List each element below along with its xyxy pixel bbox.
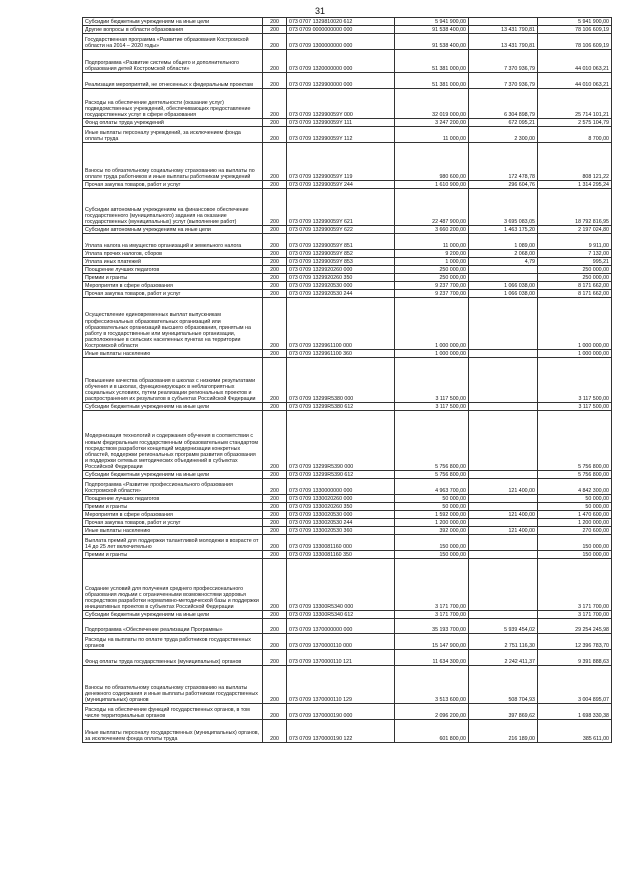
- row-classification-code: 073 0709 1300000000 000: [287, 34, 395, 50]
- row-executed-amount: [469, 298, 538, 350]
- row-approved-amount: 91 538 400,00: [395, 26, 469, 34]
- row-unit-code: 200: [263, 619, 287, 634]
- row-approved-amount: 4 963 700,00: [395, 479, 469, 495]
- row-unit-code: 200: [263, 181, 287, 189]
- row-name: Прочая закупка товаров, работ и услуг: [83, 290, 263, 298]
- row-name: Осуществление единовременных выплат выпускникам профессиональных образовательных организаций или образовательных организаций высшего образования, принятым на работу в государственные или муниципальные организации, расположенные в сельских населенных пунктах на территории Костромской области: [83, 298, 263, 350]
- row-approved-amount: 11 000,00: [395, 234, 469, 250]
- row-executed-amount: 13 431 790,81: [469, 26, 538, 34]
- table-row: [83, 143, 612, 181]
- row-approved-amount: 5 756 800,00: [395, 471, 469, 479]
- row-classification-code: 073 0709 132990059Y 112: [287, 127, 395, 143]
- row-executed-amount: 121 400,00: [469, 527, 538, 535]
- row-approved-amount: 150 000,00: [395, 551, 469, 559]
- table-row: [83, 282, 612, 290]
- row-unit-code: 200: [263, 411, 287, 471]
- row-classification-code: 073 0709 132990059Y 621: [287, 189, 395, 226]
- row-executed-amount: [469, 519, 538, 527]
- row-approved-amount: 1 000,00: [395, 258, 469, 266]
- table-row: [83, 350, 612, 358]
- row-executed-amount: 2 751 116,30: [469, 634, 538, 650]
- row-classification-code: 073 0709 132990059Y 853: [287, 258, 395, 266]
- row-unexecuted-amount: 5 941 900,00: [538, 18, 612, 26]
- row-name: Повышение качества образования в школах с низкими результатами обучения и в школах, функционирующих в неблагоприятных социальных условиях, путем реализации региональных проектов и распространения их результатов в субъектах Российской Федерации: [83, 358, 263, 403]
- row-approved-amount: 1 000 000,00: [395, 298, 469, 350]
- row-unit-code: 200: [263, 250, 287, 258]
- table-body: [83, 18, 612, 743]
- table-row: [83, 258, 612, 266]
- row-unexecuted-amount: 150 000,00: [538, 535, 612, 551]
- row-classification-code: 073 0709 1329920530 000: [287, 282, 395, 290]
- row-name: Уплата прочих налогов, сборов: [83, 250, 263, 258]
- row-executed-amount: [469, 411, 538, 471]
- row-name: Субсидии автономным учреждениям на финансовое обеспечение государственного (муниципального) задания на оказание государственных (муниципальных) услуг (выполнение работ): [83, 189, 263, 226]
- row-approved-amount: 3 171 700,00: [395, 559, 469, 611]
- row-name: Иные выплаты персоналу учреждений, за исключением фонда оплаты труда: [83, 127, 263, 143]
- row-unit-code: 200: [263, 89, 287, 119]
- table-row: [83, 226, 612, 234]
- row-classification-code: 073 0709 132990059Y 851: [287, 234, 395, 250]
- row-name: Другие вопросы в области образования: [83, 26, 263, 34]
- row-executed-amount: [469, 358, 538, 403]
- row-unexecuted-amount: 250 000,00: [538, 274, 612, 282]
- row-unit-code: 200: [263, 551, 287, 559]
- table-row: [83, 411, 612, 471]
- row-unit-code: 200: [263, 403, 287, 411]
- row-classification-code: 073 0709 1370000110 000: [287, 634, 395, 650]
- row-name: Подпрограмма «Развитие профессионального образования Костромской области»: [83, 479, 263, 495]
- row-executed-amount: 2 242 411,37: [469, 650, 538, 666]
- row-classification-code: 073 0709 132990059Y 119: [287, 143, 395, 181]
- row-name: Субсидии бюджетным учреждениям на иные цели: [83, 471, 263, 479]
- row-classification-code: 073 0709 1370000190 122: [287, 720, 395, 743]
- table-row: [83, 26, 612, 34]
- row-executed-amount: [469, 18, 538, 26]
- row-unexecuted-amount: 1 314 295,24: [538, 181, 612, 189]
- row-name: Иные выплаты персоналу государственных (муниципальных) органов, за исключением фонда оплаты труда: [83, 720, 263, 743]
- row-name: Выплата премий для поддержки талантливой молодежи в возрасте от 14 до 25 лет включительно: [83, 535, 263, 551]
- row-name: Подпрограмма «Обеспечение реализации Программы»: [83, 619, 263, 634]
- row-approved-amount: 1 592 000,00: [395, 511, 469, 519]
- row-name: Премии и гранты: [83, 503, 263, 511]
- row-approved-amount: 150 000,00: [395, 535, 469, 551]
- row-classification-code: 073 0709 13300R5340 000: [287, 559, 395, 611]
- row-executed-amount: [469, 559, 538, 611]
- row-unexecuted-amount: 3 171 700,00: [538, 611, 612, 619]
- table-row: [83, 559, 612, 611]
- row-executed-amount: 172 478,78: [469, 143, 538, 181]
- table-row: [83, 551, 612, 559]
- row-approved-amount: 601 800,00: [395, 720, 469, 743]
- table-row: [83, 535, 612, 551]
- row-approved-amount: 250 000,00: [395, 266, 469, 274]
- row-classification-code: 073 0709 1330020260 350: [287, 503, 395, 511]
- row-unit-code: 200: [263, 535, 287, 551]
- row-unit-code: 200: [263, 503, 287, 511]
- row-unexecuted-amount: 9 391 888,63: [538, 650, 612, 666]
- row-unexecuted-amount: 250 000,00: [538, 266, 612, 274]
- row-executed-amount: 672 095,21: [469, 119, 538, 127]
- row-classification-code: 073 0709 13300R5340 612: [287, 611, 395, 619]
- table-row: [83, 181, 612, 189]
- row-approved-amount: 3 247 200,00: [395, 119, 469, 127]
- row-classification-code: 073 0709 13299R5380 612: [287, 403, 395, 411]
- table-row: [83, 666, 612, 704]
- row-unit-code: 200: [263, 226, 287, 234]
- table-row: [83, 527, 612, 535]
- table-row: [83, 119, 612, 127]
- row-unit-code: 200: [263, 479, 287, 495]
- row-name: Реализация мероприятий, не отнесенных к федеральным проектам: [83, 73, 263, 89]
- row-approved-amount: 15 147 900,00: [395, 634, 469, 650]
- row-approved-amount: 11 000,00: [395, 127, 469, 143]
- table-row: [83, 503, 612, 511]
- row-executed-amount: [469, 471, 538, 479]
- row-name: Мероприятия в сфере образования: [83, 511, 263, 519]
- row-executed-amount: 216 189,00: [469, 720, 538, 743]
- row-executed-amount: [469, 274, 538, 282]
- table-row: [83, 358, 612, 403]
- row-executed-amount: [469, 503, 538, 511]
- row-name: Поощрение лучших педагогов: [83, 495, 263, 503]
- row-unit-code: 200: [263, 26, 287, 34]
- row-classification-code: 073 0709 1330020260 000: [287, 495, 395, 503]
- row-classification-code: 073 0709 13299R5390 000: [287, 411, 395, 471]
- row-unit-code: 200: [263, 34, 287, 50]
- row-classification-code: 073 0709 1370000000 000: [287, 619, 395, 634]
- row-executed-amount: [469, 551, 538, 559]
- row-classification-code: 073 0709 1330020530 360: [287, 527, 395, 535]
- row-approved-amount: 2 096 200,00: [395, 704, 469, 720]
- row-unexecuted-amount: 44 010 063,21: [538, 73, 612, 89]
- row-unexecuted-amount: 1 000 000,00: [538, 298, 612, 350]
- row-unexecuted-amount: 3 117 500,00: [538, 358, 612, 403]
- row-name: Субсидии бюджетным учреждениям на иные цели: [83, 403, 263, 411]
- row-classification-code: 073 0709 132990059Y 111: [287, 119, 395, 127]
- row-unexecuted-amount: 995,21: [538, 258, 612, 266]
- row-unit-code: 200: [263, 298, 287, 350]
- row-name: Расходы на обеспечение деятельности (оказание услуг) подведомственных учреждений, обеспечивающих предоставление государственных услуг в сфере образования: [83, 89, 263, 119]
- row-unit-code: 200: [263, 519, 287, 527]
- row-unexecuted-amount: 150 000,00: [538, 551, 612, 559]
- row-executed-amount: 1 089,00: [469, 234, 538, 250]
- row-unit-code: 200: [263, 704, 287, 720]
- row-executed-amount: 7 370 936,79: [469, 50, 538, 73]
- row-unexecuted-amount: 4 842 300,00: [538, 479, 612, 495]
- row-unexecuted-amount: 18 792 816,95: [538, 189, 612, 226]
- row-unexecuted-amount: 78 106 609,19: [538, 34, 612, 50]
- table-row: [83, 619, 612, 634]
- row-unit-code: 200: [263, 18, 287, 26]
- row-classification-code: 073 0707 1329810020 612: [287, 18, 395, 26]
- row-executed-amount: 1 463 175,20: [469, 226, 538, 234]
- row-unexecuted-amount: 78 106 609,19: [538, 26, 612, 34]
- row-classification-code: 073 0709 1329961100 000: [287, 298, 395, 350]
- row-name: Взносы по обязательному социальному страхованию на выплаты денежного содержания и иные выплаты работникам государственных (муниципальных) органов: [83, 666, 263, 704]
- row-name: Субсидии бюджетным учреждениям на иные цели: [83, 611, 263, 619]
- row-classification-code: 073 0709 13299R5380 000: [287, 358, 395, 403]
- row-classification-code: 073 0709 132990059Y 622: [287, 226, 395, 234]
- row-unit-code: 200: [263, 258, 287, 266]
- row-unit-code: 200: [263, 559, 287, 611]
- row-approved-amount: 50 000,00: [395, 503, 469, 511]
- row-unexecuted-amount: 5 756 800,00: [538, 411, 612, 471]
- row-classification-code: 073 0709 13299R5390 612: [287, 471, 395, 479]
- row-approved-amount: 35 193 700,00: [395, 619, 469, 634]
- row-unexecuted-amount: 1 470 600,00: [538, 511, 612, 519]
- budget-execution-table: [82, 17, 612, 743]
- row-executed-amount: 508 704,93: [469, 666, 538, 704]
- row-classification-code: 073 0709 1329900000 000: [287, 73, 395, 89]
- row-name: Премии и гранты: [83, 274, 263, 282]
- row-unexecuted-amount: 8 700,00: [538, 127, 612, 143]
- row-unit-code: 200: [263, 189, 287, 226]
- row-name: Подпрограмма «Развитие системы общего и дополнительного образования детей Костромской области»: [83, 50, 263, 73]
- row-classification-code: 073 0709 1330020530 244: [287, 519, 395, 527]
- row-executed-amount: [469, 611, 538, 619]
- row-executed-amount: 121 400,00: [469, 479, 538, 495]
- row-approved-amount: 5 941 900,00: [395, 18, 469, 26]
- table-row: [83, 89, 612, 119]
- row-executed-amount: 1 066 038,00: [469, 290, 538, 298]
- row-unit-code: 200: [263, 666, 287, 704]
- row-unexecuted-amount: 25 714 101,21: [538, 89, 612, 119]
- row-name: Иные выплаты населению: [83, 527, 263, 535]
- table-row: [83, 495, 612, 503]
- table-row: [83, 611, 612, 619]
- row-classification-code: 073 0709 0000000000 000: [287, 26, 395, 34]
- row-approved-amount: 22 487 900,00: [395, 189, 469, 226]
- row-approved-amount: 3 117 500,00: [395, 403, 469, 411]
- row-name: Расходы на обеспечение функций государственных органов, в том числе территориальных органов: [83, 704, 263, 720]
- table-row: [83, 189, 612, 226]
- table-row: [83, 127, 612, 143]
- row-unit-code: 200: [263, 266, 287, 274]
- row-unexecuted-amount: 44 010 063,21: [538, 50, 612, 73]
- row-name: Мероприятия в сфере образования: [83, 282, 263, 290]
- row-unexecuted-amount: 12 396 783,70: [538, 634, 612, 650]
- table-row: [83, 234, 612, 250]
- row-name: Прочая закупка товаров, работ и услуг: [83, 519, 263, 527]
- row-name: Иные выплаты населению: [83, 350, 263, 358]
- row-name: Премии и гранты: [83, 551, 263, 559]
- row-approved-amount: 50 000,00: [395, 495, 469, 503]
- row-name: Создание условий для получения среднего профессионального образования людьми с ограниченными возможностями здоровья посредством разработки нормативно-методической базы и поддержки инициативных проектов в субъектах Российской Федерации: [83, 559, 263, 611]
- row-classification-code: 073 0709 1329920260 000: [287, 266, 395, 274]
- row-name: Уплата иных платежей: [83, 258, 263, 266]
- row-unexecuted-amount: 2 575 104,79: [538, 119, 612, 127]
- row-approved-amount: 11 634 300,00: [395, 650, 469, 666]
- table-row: [83, 290, 612, 298]
- row-classification-code: 073 0709 1370000110 129: [287, 666, 395, 704]
- row-unit-code: 200: [263, 350, 287, 358]
- row-unexecuted-amount: 270 600,00: [538, 527, 612, 535]
- row-unexecuted-amount: 3 171 700,00: [538, 559, 612, 611]
- table-row: [83, 18, 612, 26]
- row-approved-amount: 3 171 700,00: [395, 611, 469, 619]
- row-unit-code: 200: [263, 527, 287, 535]
- row-approved-amount: 980 600,00: [395, 143, 469, 181]
- row-approved-amount: 3 660 200,00: [395, 226, 469, 234]
- row-classification-code: 073 0709 1330000000 000: [287, 479, 395, 495]
- row-name: Поощрение лучших педагогов: [83, 266, 263, 274]
- row-executed-amount: [469, 495, 538, 503]
- row-unit-code: 200: [263, 290, 287, 298]
- row-unit-code: 200: [263, 127, 287, 143]
- row-approved-amount: 51 381 000,00: [395, 50, 469, 73]
- row-unit-code: 200: [263, 495, 287, 503]
- row-name: Модернизация технологий и содержания обучения в соответствии с новым федеральным государственным образовательным стандартом посредством разработки концепций модернизации конкретных областей, поддержки региональных программ развития образования и поддержки сетевых методических объединений в субъектах Российской Федерации: [83, 411, 263, 471]
- row-name: Государственная программа «Развитие образования Костромской области на 2014 – 2020 годы»: [83, 34, 263, 50]
- row-unit-code: 200: [263, 650, 287, 666]
- row-approved-amount: 3 117 500,00: [395, 358, 469, 403]
- row-approved-amount: 51 381 000,00: [395, 73, 469, 89]
- row-unexecuted-amount: 3 117 500,00: [538, 403, 612, 411]
- row-unit-code: 200: [263, 720, 287, 743]
- row-approved-amount: 1 610 900,00: [395, 181, 469, 189]
- row-name: Уплата налога на имущество организаций и земельного налога: [83, 234, 263, 250]
- row-unexecuted-amount: 3 004 895,07: [538, 666, 612, 704]
- table-row: [83, 250, 612, 258]
- row-executed-amount: 5 939 454,02: [469, 619, 538, 634]
- row-unexecuted-amount: 8 171 662,00: [538, 290, 612, 298]
- table-row: [83, 519, 612, 527]
- row-executed-amount: [469, 350, 538, 358]
- row-classification-code: 073 0709 1329920260 350: [287, 274, 395, 282]
- table-row: [83, 511, 612, 519]
- row-executed-amount: 3 695 083,05: [469, 189, 538, 226]
- row-unexecuted-amount: 808 121,22: [538, 143, 612, 181]
- row-unit-code: 200: [263, 119, 287, 127]
- row-approved-amount: 3 513 600,00: [395, 666, 469, 704]
- row-unit-code: 200: [263, 50, 287, 73]
- table-row: [83, 34, 612, 50]
- row-approved-amount: 32 019 000,00: [395, 89, 469, 119]
- row-executed-amount: 2 068,00: [469, 250, 538, 258]
- row-unexecuted-amount: 2 197 024,80: [538, 226, 612, 234]
- table-row: [83, 73, 612, 89]
- row-unexecuted-amount: 9 911,00: [538, 234, 612, 250]
- row-executed-amount: 13 431 790,81: [469, 34, 538, 50]
- row-classification-code: 073 0709 132990059Y 852: [287, 250, 395, 258]
- row-unit-code: 200: [263, 234, 287, 250]
- row-classification-code: 073 0709 1370000190 000: [287, 704, 395, 720]
- row-unit-code: 200: [263, 471, 287, 479]
- row-executed-amount: 121 400,00: [469, 511, 538, 519]
- row-unit-code: 200: [263, 511, 287, 519]
- row-unit-code: 200: [263, 282, 287, 290]
- table-row: [83, 720, 612, 743]
- row-unexecuted-amount: 385 611,00: [538, 720, 612, 743]
- row-name: Взносы по обязательному социальному страхованию на выплаты по оплате труда работников и иные выплаты работникам учреждений: [83, 143, 263, 181]
- row-executed-amount: 7 370 936,79: [469, 73, 538, 89]
- table-row: [83, 634, 612, 650]
- row-unexecuted-amount: 5 756 800,00: [538, 471, 612, 479]
- row-classification-code: 073 0709 132990059Y 244: [287, 181, 395, 189]
- table-row: [83, 471, 612, 479]
- row-unexecuted-amount: 29 254 245,98: [538, 619, 612, 634]
- table-row: [83, 50, 612, 73]
- row-classification-code: 073 0709 1330081160 350: [287, 551, 395, 559]
- row-name: Прочая закупка товаров, работ и услуг: [83, 181, 263, 189]
- row-approved-amount: 9 200,00: [395, 250, 469, 258]
- table-row: [83, 403, 612, 411]
- table-row: [83, 650, 612, 666]
- row-unexecuted-amount: 50 000,00: [538, 495, 612, 503]
- row-unexecuted-amount: 1 000 000,00: [538, 350, 612, 358]
- row-executed-amount: [469, 403, 538, 411]
- row-classification-code: 073 0709 1330020530 000: [287, 511, 395, 519]
- row-executed-amount: 2 300,00: [469, 127, 538, 143]
- row-approved-amount: 1 200 000,00: [395, 519, 469, 527]
- row-classification-code: 073 0709 132990059Y 000: [287, 89, 395, 119]
- table-row: [83, 479, 612, 495]
- row-executed-amount: [469, 266, 538, 274]
- row-approved-amount: 250 000,00: [395, 274, 469, 282]
- row-approved-amount: 392 000,00: [395, 527, 469, 535]
- row-approved-amount: 91 538 400,00: [395, 34, 469, 50]
- row-name: Субсидии автономным учреждениям на иные цели: [83, 226, 263, 234]
- row-unit-code: 200: [263, 611, 287, 619]
- table-row: [83, 274, 612, 282]
- row-name: Расходы на выплаты по оплате труда работников государственных органов: [83, 634, 263, 650]
- table-row: [83, 704, 612, 720]
- row-classification-code: 073 0709 1329961100 360: [287, 350, 395, 358]
- row-approved-amount: 9 237 700,00: [395, 290, 469, 298]
- row-unit-code: 200: [263, 274, 287, 282]
- row-unit-code: 200: [263, 73, 287, 89]
- row-unit-code: 200: [263, 143, 287, 181]
- row-approved-amount: 9 237 700,00: [395, 282, 469, 290]
- row-executed-amount: 296 604,76: [469, 181, 538, 189]
- row-executed-amount: 1 066 038,00: [469, 282, 538, 290]
- row-unit-code: 200: [263, 634, 287, 650]
- table-row: [83, 266, 612, 274]
- row-classification-code: 073 0709 1329920530 244: [287, 290, 395, 298]
- row-executed-amount: [469, 535, 538, 551]
- row-executed-amount: 4,79: [469, 258, 538, 266]
- row-unexecuted-amount: 8 171 662,00: [538, 282, 612, 290]
- table-row: [83, 298, 612, 350]
- row-name: Фонд оплаты труда государственных (муниципальных) органов: [83, 650, 263, 666]
- row-approved-amount: 1 000 000,00: [395, 350, 469, 358]
- page-number: 31: [314, 6, 325, 16]
- row-unit-code: 200: [263, 358, 287, 403]
- row-unexecuted-amount: 7 132,00: [538, 250, 612, 258]
- row-unexecuted-amount: 50 000,00: [538, 503, 612, 511]
- row-approved-amount: 5 756 800,00: [395, 411, 469, 471]
- row-classification-code: 073 0709 1320000000 000: [287, 50, 395, 73]
- row-classification-code: 073 0709 1330081160 000: [287, 535, 395, 551]
- row-executed-amount: 397 869,62: [469, 704, 538, 720]
- row-classification-code: 073 0709 1370000110 121: [287, 650, 395, 666]
- row-unexecuted-amount: 1 698 330,38: [538, 704, 612, 720]
- row-unexecuted-amount: 1 200 000,00: [538, 519, 612, 527]
- row-name: Фонд оплаты труда учреждений: [83, 119, 263, 127]
- row-executed-amount: 6 304 898,79: [469, 89, 538, 119]
- row-name: Субсидии бюджетным учреждениям на иные цели: [83, 18, 263, 26]
